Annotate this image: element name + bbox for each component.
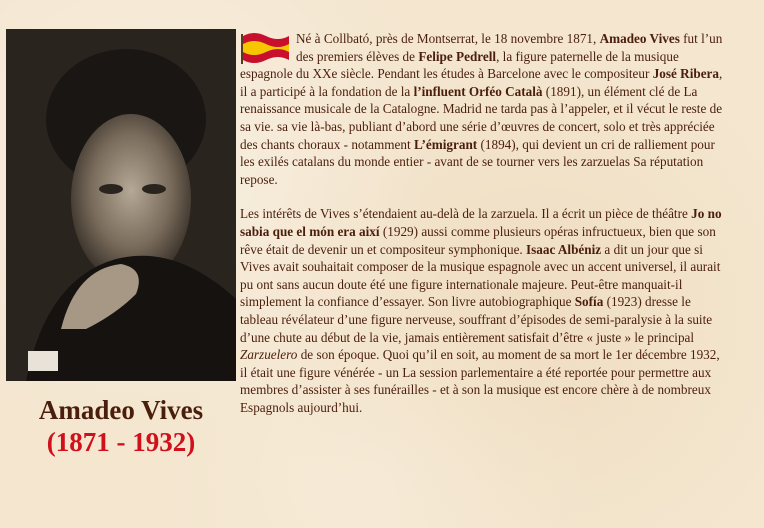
composer-years: (1871 - 1932) <box>46 427 196 457</box>
text-segment: , il a participé à la fondation de la <box>240 66 723 99</box>
text-segment: Les intérêts de Vives s’étendaient au-delà de la zarzuela. Il a écrit un pièce de théâtre <box>240 206 692 222</box>
bold-title: L’émigrant <box>413 136 478 152</box>
bold-title: Sofía <box>574 294 604 310</box>
composer-name: Amadeo Vives <box>38 395 204 425</box>
text-segment: a dit un jour que si Vives avait souhaitait composer de la musique espagnole avec un accent universel, il aurait pu ont sans aucun doute été une figure internationale majeure. Peut-être manquait-il simplement la confiance d’essayer. Son livre autobiographique <box>240 241 721 310</box>
portrait-caption <box>0 390 242 458</box>
text-segment: Né à Collbató, près de Montserrat, le 18 novembre 1871, <box>296 31 600 46</box>
text-segment: fut l’un des premiers élèves de <box>296 31 723 64</box>
bold-name: l’influent Orféo Català <box>413 83 543 99</box>
biography-paragraph-1 <box>240 30 724 188</box>
bold-title: Jo no sabia que el món era així <box>240 206 722 239</box>
portrait-photo <box>6 29 236 381</box>
text-segment: (1929) aussi comme plusieurs opéras infructueux, bien que son rêve était de devenir un et compositeur symphonique. <box>240 223 716 257</box>
spanish-flag-icon <box>240 30 292 64</box>
text-segment: (1894), qui devient un cri de ralliement pour les exilés catalans du monde entier - avant de se tourner vers les zarzuelas Sa réputation repose. <box>240 136 715 187</box>
bold-name: José Ribera <box>652 66 719 82</box>
italic-term: Zarzuelero <box>240 347 298 363</box>
text-segment: de son époque. Quoi qu’il en soit, au moment de sa mort le 1er décembre 1932, il était une figure vénérée - un La session parlementaire a été reportée pour permettre aux membres d’assister à ses funérailles - et à son la musique est encore chère à de nombreux Espagnols aujourd’hui. <box>240 347 720 415</box>
bold-name: Isaac Albéniz <box>526 241 602 257</box>
text-segment: (1923) dresse le tableau révélateur d’une figure nerveuse, souffrant d’épisodes de semi-paralysie à la suite d’une chute au début de la vie, jamais entièrement satisfait d’être « juste » le principal <box>240 294 713 345</box>
text-segment: , la figure paternelle de la musique espagnole du XXe siècle. Pendant les études à Barcelone avec le compositeur <box>240 48 679 82</box>
bold-name: Amadeo Vives <box>599 31 680 46</box>
biography-text <box>240 30 724 416</box>
bold-name: Felipe Pedrell <box>418 48 497 64</box>
text-segment: (1891), un élément clé de La renaissance musicale de la Catalogne. Madrid ne tarda pas à l’appeler, et il vécut le reste de sa vie. sa vie là-bas, publiant d’abord une série d’œuvres de concert, solo et très appréciée des chants choraux - notamment <box>240 83 723 152</box>
biography-paragraph-2 <box>240 205 724 416</box>
